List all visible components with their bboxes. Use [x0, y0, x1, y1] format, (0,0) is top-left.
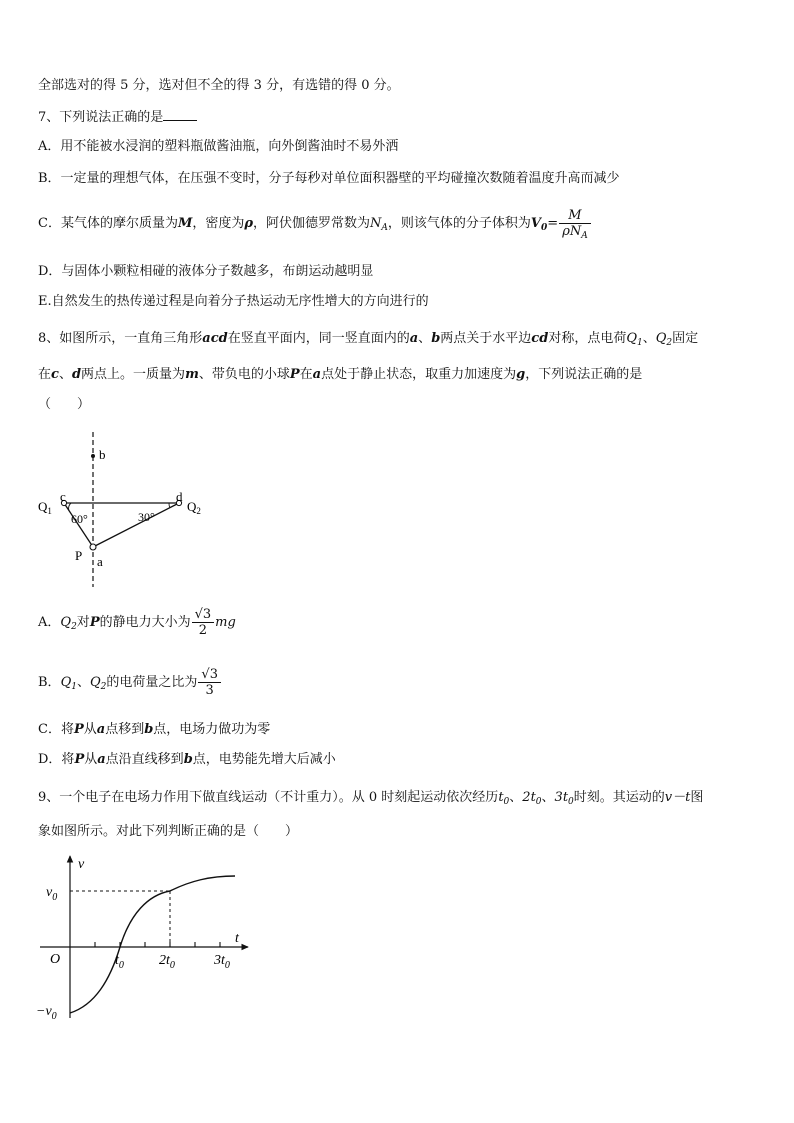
- label-p: P: [75, 548, 83, 563]
- q7-option-c: [38, 208, 592, 239]
- answer-blank: [163, 108, 197, 121]
- q7-c-text2: ，密度为: [192, 216, 245, 231]
- q8-option-d: D．将P从a点沿直线移到b点，电势能先增大后减小: [38, 752, 336, 767]
- label-2t0: $2t_0$: [159, 953, 175, 971]
- q8-b-fraction: $\frac{√3}{3}$: [198, 667, 221, 698]
- q8-a-fraction: $\frac{√3}{2}$: [192, 607, 215, 638]
- q7-c-text4: ，则该气体的分子体积为: [387, 216, 531, 231]
- ball-p: [90, 544, 96, 550]
- q9-stem-line1: 9、一个电子在电场力作用下做直线运动（不计重力）。从 0 时刻起运动依次经历$t_0$、$2t_0$、$3t_0$时刻。其运动的v－t图: [38, 790, 704, 807]
- q8-option-a: A．$Q_2$对P的静电力大小为 $\frac{√3}{2}$ mg: [38, 607, 236, 638]
- label-a: a: [97, 554, 103, 569]
- q8-option-c: C．将P从a点移到b点，电场力做功为零: [38, 722, 271, 737]
- label-c: c: [60, 489, 66, 504]
- label-angle-60: 60°: [71, 512, 88, 526]
- label-b: b: [99, 447, 106, 462]
- label-angle-30: 30°: [138, 510, 155, 524]
- q7-option-e: E.自然发生的热传递过程是向着分子热运动无序性增大的方向进行的: [38, 294, 429, 309]
- label-q2: $Q_2$: [187, 499, 201, 516]
- side-ad: [93, 503, 179, 547]
- q7-c-text: C．某气体的摩尔质量为: [38, 216, 178, 231]
- label-3t0: $3t_0$: [214, 953, 230, 971]
- axis-label-v: v: [78, 857, 85, 872]
- q7-c-fraction: $\frac{M}{\rho N_A}$: [559, 208, 591, 239]
- q7-c-v0: $V_0$: [530, 216, 548, 233]
- scoring-note: 全部选对的得 5 分，选对但不全的得 3 分，有选错的得 0 分。: [38, 78, 400, 93]
- t-axis-ticks: [95, 942, 220, 947]
- q9-vt-graph: [30, 850, 260, 1025]
- point-b: [91, 454, 95, 458]
- q8-stem-line1: 8、如图所示，一直角三角形acd在竖直平面内，同一竖直面内的a、b两点关于水平边cd对称，点电荷$Q_1$、$Q_2$固定: [38, 331, 699, 348]
- origin-label: O: [50, 952, 61, 967]
- q8-stem-line2: 在c、d两点上。一质量为m、带负电的小球P在a点处于静止状态，取重力加速度为g，下列说法正确的是: [38, 367, 643, 382]
- q7-stem-text: 7、下列说法正确的是: [38, 110, 164, 125]
- label-neg-v0: $-v_0$: [36, 1004, 57, 1022]
- axis-label-t: t: [235, 931, 239, 946]
- q7-option-a: A．用不能被水浸润的塑料瓶做酱油瓶，向外倒酱油时不易外洒: [38, 139, 399, 154]
- q7-option-d: D．与固体小颗粒相碰的液体分子数越多，布朗运动越明显: [38, 264, 374, 279]
- q7-stem: [38, 108, 197, 127]
- label-d: d: [176, 489, 183, 504]
- q7-c-text3: ，阿伏伽德罗常数为: [253, 216, 371, 231]
- q7-option-b: B．一定量的理想气体，在压强不变时，分子每秒对单位面积器壁的平均碰撞次数随着温度升高而减少: [38, 171, 620, 186]
- q8-option-b: B．$Q_1$、$Q_2$的电荷量之比为 $\frac{√3}{3}$: [38, 665, 222, 701]
- label-v0: $v_0$: [46, 885, 58, 903]
- angle-30-arc: [169, 503, 170, 508]
- q9-stem-line2: 象如图所示。对此下列判断正确的是（ ）: [38, 824, 299, 839]
- q8-triangle-figure: [36, 430, 216, 590]
- q7-c-rho: ρ: [244, 216, 254, 231]
- q7-c-eq: =: [547, 216, 559, 231]
- label-q1: $Q_1$: [38, 499, 52, 516]
- q7-c-m: M: [177, 216, 193, 231]
- label-t0: $t_0$: [115, 953, 124, 971]
- angle-60-arc: [69, 503, 71, 511]
- q7-c-na: $N_A$: [370, 216, 388, 233]
- q8-answer-parens: （ ）: [38, 397, 91, 412]
